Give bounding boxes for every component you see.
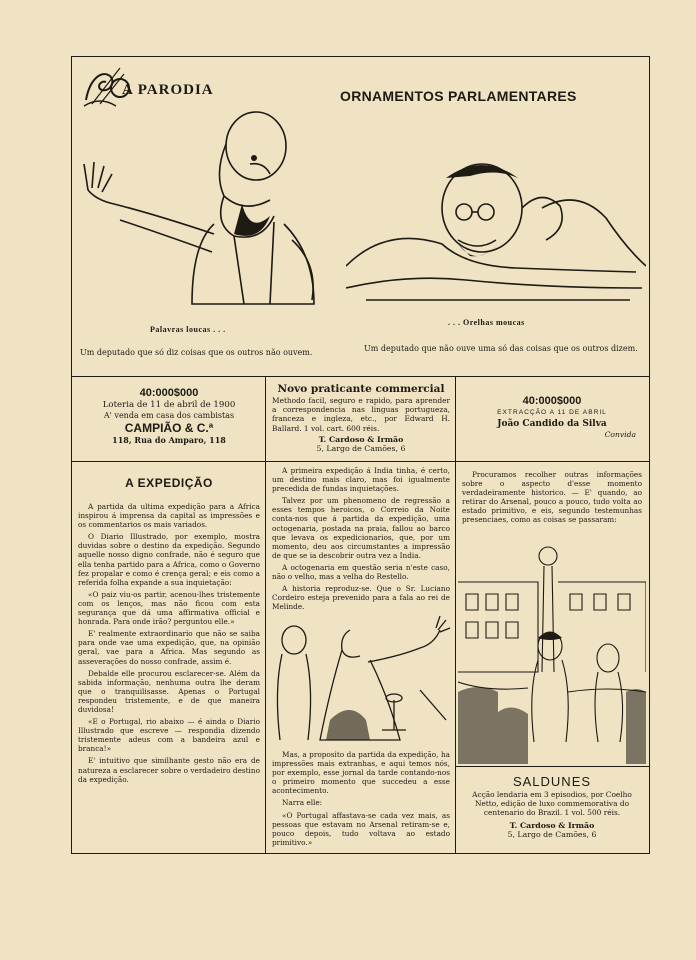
col1-paragraph: O Diario Illustrado, por exemplo, mostra duvidas sobre o destino da expedição. Segundo aquelle nosso digno confrade, não é seguro que ella tenha partido para a Africa, como o Governo fez propalar e como é crença geral; e eis como a referida folha expande a sua inquietação: — [78, 532, 260, 587]
rule-above-bottom-ad — [455, 766, 650, 767]
col2-paragraph: Narra elle: — [282, 798, 323, 808]
ad-divider-1 — [265, 376, 266, 461]
ad-left-lottery: Loteria de 11 de abril de 1900 — [102, 400, 236, 410]
caption-title-left: Palavras loucas . . . — [150, 325, 226, 334]
ad-saldunes-publisher: T. Cardoso & Irmão — [509, 820, 595, 830]
ad-middle-body: Methodo facil, seguro e rapido, para aprender a correspondencia nas linguas portugueza, franceza e ingleza, etc., por Edward H. Ballard. 1 vol. cart. 600 réis. — [272, 396, 450, 433]
ad-saldunes-body: Acção lendaria em 3 episodios, por Coelho Netto, edição de luxo commemorativa do centenario do Brazil. 1 vol. 500 réis. — [472, 790, 632, 818]
ad-lottery-joao — [462, 394, 642, 439]
col2-paragraph: A octogenaria em questão seria n'este caso, não o velho, mas a velha do Restello. — [272, 562, 450, 582]
rule-below-ads — [71, 461, 650, 462]
column-divider-2 — [455, 461, 456, 854]
ad-saldunes-address: 5, Largo de Camões, 6 — [507, 830, 597, 840]
col2-paragraph: Talvez por um phenomeno de regressão a esses tempos heroicos, o Correio da Noite conta-nos que á partida da expedição, uma octogenaria, postada na praia, fallou ao barco que levava os expedicionarios, que, por um momento, deu aos circumstantes a impressão de que se ia descobrir outra vez a India. — [272, 496, 450, 560]
ad-left-seller: CAMPIÃO & C.ª — [124, 420, 214, 435]
col1-paragraph: E' realmente extraordinario que não se saiba para onde vae uma expedição, que, na opinião geral, vae para a Africa. Mas segundo as asseverações do nosso confrade, assim é. — [78, 629, 260, 666]
illustration-old-woman-speech — [270, 600, 452, 750]
ad-right-draw: EXTRACÇÃO A 11 DE ABRIL — [497, 409, 607, 416]
col1-paragraph: A partida da ultima expedição para a Africa inspirou á imprensa da capital as impressões e os commentarios os mais variados. — [78, 502, 260, 530]
caption-title-right: . . . Orelhas moucas — [448, 318, 525, 327]
ad-right-invite: Convida — [604, 429, 636, 439]
article-column-3-top — [462, 470, 642, 528]
column-divider-1 — [265, 461, 266, 854]
article-column-1 — [78, 502, 260, 787]
ad-novo-praticante — [272, 382, 450, 454]
cartoon-listening-deputy — [346, 148, 646, 320]
caption-text-left: Um deputado que só diz coisas que os outros não ouvem. — [80, 348, 313, 357]
article-column-2-top — [272, 466, 450, 614]
illustration-arsenal-scene — [458, 542, 646, 764]
article-title: A EXPEDIÇÃO — [125, 476, 213, 490]
col1-paragraph: «O paiz viu-os partir, acenou-lhes tristemente com os lenços, mas não ficou com esta segurança que dá uma affirmativa official e honrada. Para onde irão? perguntou elle.» — [78, 589, 260, 627]
caption-text-right: Um deputado que não ouve uma só das coisas que os outros dizem. — [364, 344, 638, 353]
ad-middle-publisher: T. Cardoso & Irmão — [318, 434, 404, 444]
ad-right-amount: 40:000$000 — [522, 395, 582, 407]
ad-lottery-campiao — [80, 386, 258, 445]
ad-left-address: 118, Rua do Amparo, 118 — [112, 434, 226, 445]
masthead-logo-text: A PARODIA — [122, 82, 214, 98]
ad-middle-title: Novo praticante commercial — [277, 383, 445, 395]
col2-paragraph: A primeira expedição á India tinha, é certo, um destino mais claro, mas foi igualmente precedida de fundas inquietações. — [272, 466, 450, 494]
col1-paragraph: «E o Portugal, rio abaixo — é ainda o Diario Illustrado que escreve — respondia dizendo tristemente adeus com a bandeira azul e branca!» — [78, 717, 260, 754]
col3-paragraph: Procuramos recolher outras informações sobre o aspecto d'esse momento verdadeiramente historico. — E' quando, ao retirar do Arsenal, pouco a pouco, tudo volta ao estado primitivo, e eis, segundo testemunhas presenciaes, como as coisas se passaram: — [462, 470, 642, 525]
col1-paragraph: Debalde elle procurou esclarecer-se. Além da sabida informação, nenhuma outra lhe deram que o tranquilisasse. Apenas o Portugal respondeu tristemente, e de que maneira duvidosa! — [78, 668, 260, 714]
ad-saldunes — [462, 774, 642, 840]
article-column-2-bottom — [272, 750, 450, 850]
ad-divider-2 — [455, 376, 456, 461]
col2-paragraph: A historia reproduz-se. Que o Sr. Luciano Cordeiro esteja prevenido para a fala ao rei de Melinde. — [272, 584, 450, 612]
cartoon-speaking-deputy — [74, 104, 342, 322]
col2-paragraph: Mas, a proposito da partida da expedição, ha impressões mais extranhas, e aqui temos nós, por exemplo, esse jornal da tarde contando-nos o primeiro momento que succedeu a esse acontecimento. — [272, 750, 450, 796]
ad-left-sale: A' venda em casa dos cambistas — [103, 411, 235, 420]
ad-saldunes-title: SALDUNES — [512, 774, 592, 789]
ad-left-amount: 40:000$000 — [139, 387, 199, 399]
headline: ORNAMENTOS PARLAMENTARES — [340, 88, 577, 104]
ad-right-name: João Candido da Silva — [497, 418, 607, 429]
col2-paragraph: «O Portugal affastava-se cada vez mais, as pessoas que estavam no Arsenal retiram-se e, pouco depois, tudo voltava ao estado primitivo.» — [272, 810, 450, 847]
rule-below-cartoons — [71, 376, 650, 377]
ad-middle-address: 5, Largo de Camões, 6 — [316, 444, 406, 454]
col1-paragraph: E' intuitivo que similhante gesto não era de natureza a esclarecer sobre o verdadeiro destino da expedição. — [78, 756, 260, 784]
